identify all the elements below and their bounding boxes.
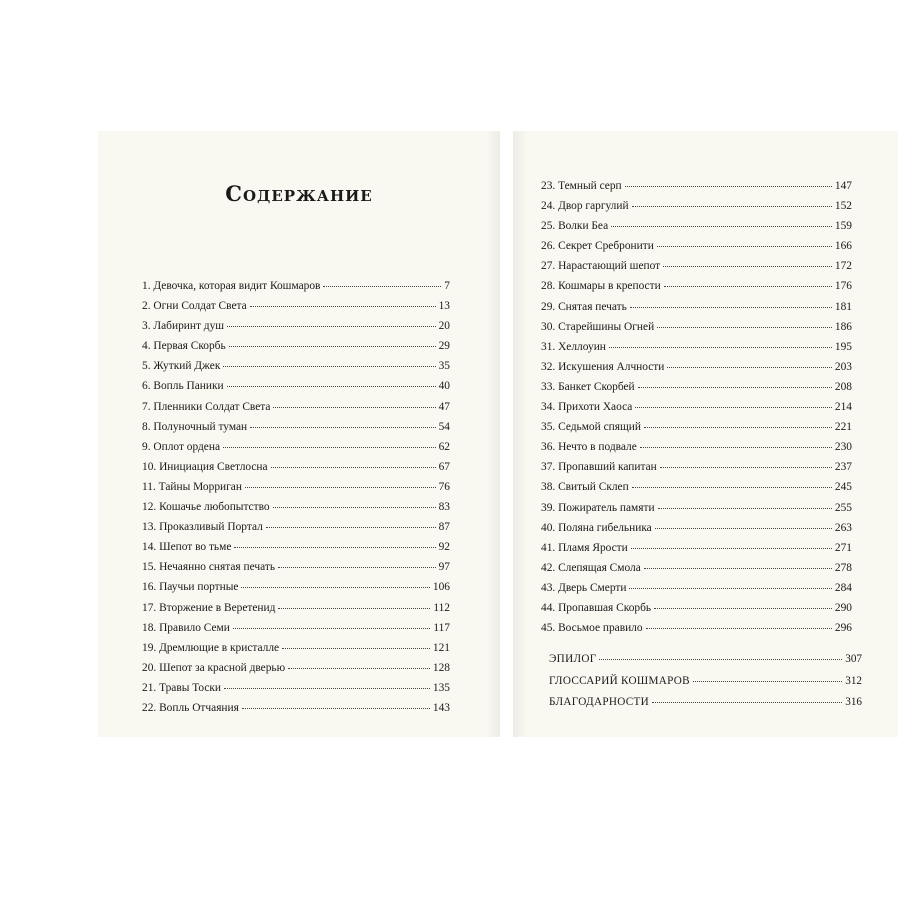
chapter-title: 32. Искушения Алчности <box>541 360 665 373</box>
dot-leader <box>663 266 832 267</box>
page-number: 20 <box>438 320 450 333</box>
dot-leader <box>652 702 842 703</box>
chapter-title: 24. Двор гаргулий <box>541 200 629 213</box>
chapter-title: 14. Шепот во тьме <box>142 541 232 554</box>
page-number: 67 <box>438 460 450 473</box>
page-number: 203 <box>834 360 852 373</box>
dot-leader <box>644 427 832 428</box>
chapter-title: 41. Пламя Ярости <box>541 541 628 554</box>
toc-entry <box>541 196 852 216</box>
toc-entry <box>142 336 450 356</box>
page-number: 307 <box>845 653 862 665</box>
page-number: 284 <box>834 581 852 594</box>
chapter-title: 13. Проказливый Портал <box>142 521 263 534</box>
page-number: 290 <box>834 601 852 614</box>
dot-leader <box>241 587 429 588</box>
toc-entry <box>541 176 852 196</box>
chapter-title: 35. Седьмой спящий <box>541 421 641 434</box>
dot-leader <box>657 246 832 247</box>
page-number: 13 <box>438 300 450 313</box>
chapter-title: 38. Свитый Склеп <box>541 481 629 494</box>
chapter-title: 28. Кошмары в крепости <box>541 280 661 293</box>
page-number: 92 <box>438 541 450 554</box>
chapter-title: 17. Вторжение в Веретенид <box>142 601 276 614</box>
chapter-title: 22. Вопль Отчаяния <box>142 701 239 714</box>
chapter-title: 44. Пропавшая Скорбь <box>541 601 652 614</box>
toc-title: Содержание <box>225 181 373 206</box>
page-number: 263 <box>834 521 852 534</box>
page-number: 221 <box>834 421 852 434</box>
dot-leader <box>250 427 435 428</box>
dot-leader <box>234 547 435 548</box>
toc-entry <box>541 417 852 437</box>
chapter-title: 2. Огни Солдат Света <box>142 300 247 313</box>
chapter-title: 6. Вопль Паники <box>142 380 224 393</box>
page-number: 35 <box>438 360 450 373</box>
page-number: 237 <box>834 461 852 474</box>
page-number: 230 <box>834 441 852 454</box>
toc-entry <box>142 577 450 597</box>
page-number: 255 <box>834 501 852 514</box>
toc-back-matter <box>549 649 862 714</box>
page-number: 112 <box>433 601 450 614</box>
right-page <box>513 131 898 737</box>
page-number: 135 <box>432 681 450 694</box>
page-number: 117 <box>433 621 450 634</box>
dot-leader <box>282 648 430 649</box>
chapter-title: 31. Хеллоуин <box>541 340 606 353</box>
toc-entry <box>541 618 852 638</box>
page-number: 87 <box>438 521 450 534</box>
chapter-title: 39. Пожиратель памяти <box>541 501 655 514</box>
page-number: 76 <box>438 480 450 493</box>
toc-entry <box>142 497 450 517</box>
page-number: 278 <box>834 561 852 574</box>
toc-entry <box>142 477 450 497</box>
dot-leader <box>233 628 430 629</box>
toc-entry <box>142 598 450 618</box>
page-number: 312 <box>845 674 862 687</box>
dot-leader <box>229 346 436 347</box>
dot-leader <box>693 681 842 682</box>
toc-entry <box>541 337 852 357</box>
toc-list-right <box>541 176 852 638</box>
chapter-title: 7. Пленники Солдат Света <box>142 400 271 413</box>
chapter-title: 20. Шепот за красной дверью <box>142 661 286 674</box>
toc-entry <box>142 537 450 557</box>
chapter-title: 18. Правило Семи <box>142 621 230 634</box>
chapter-title: 26. Секрет Сребронити <box>541 240 654 253</box>
chapter-title: 34. Прихоти Хаоса <box>541 401 633 414</box>
toc-entry <box>541 538 852 558</box>
dot-leader <box>223 447 436 448</box>
chapter-title: БЛАГОДАРНОСТИ <box>549 696 650 708</box>
toc-entry <box>142 376 450 396</box>
chapter-title: 12. Кошачье любопытство <box>142 501 270 514</box>
page-number: 97 <box>438 561 450 574</box>
dot-leader <box>629 588 831 589</box>
toc-entry <box>541 598 852 618</box>
dot-leader <box>658 508 832 509</box>
dot-leader <box>227 326 436 327</box>
chapter-title: 25. Волки Беа <box>541 220 609 233</box>
page-number: 208 <box>834 380 852 393</box>
dot-leader <box>657 327 832 328</box>
page-number: 54 <box>438 420 450 433</box>
page-number: 271 <box>834 541 852 554</box>
page-number: 195 <box>834 340 852 353</box>
page-number: 143 <box>432 701 450 714</box>
toc-entry <box>541 578 852 598</box>
page-number: 152 <box>834 200 852 213</box>
chapter-title: 29. Снятая печать <box>541 300 627 313</box>
chapter-title: 45. Восьмое правило <box>541 622 643 635</box>
chapter-title: 8. Полуночный туман <box>142 420 248 433</box>
dot-leader <box>609 347 832 348</box>
dot-leader <box>630 307 832 308</box>
dot-leader <box>599 659 842 660</box>
chapter-title: 5. Жуткий Джек <box>142 360 221 373</box>
dot-leader <box>288 668 430 669</box>
toc-entry <box>541 437 852 457</box>
dot-leader <box>323 286 441 287</box>
toc-entry <box>541 518 852 538</box>
left-page <box>98 131 500 737</box>
dot-leader <box>245 487 436 488</box>
chapter-title: 36. Нечто в подвале <box>541 441 637 454</box>
dot-leader <box>224 688 430 689</box>
dot-leader <box>667 367 832 368</box>
toc-entry <box>541 276 852 296</box>
toc-entry <box>142 658 450 678</box>
toc-entry <box>541 498 852 518</box>
dot-leader <box>655 528 832 529</box>
toc-entry <box>142 678 450 698</box>
page-number: 62 <box>438 440 450 453</box>
chapter-title: 10. Инициация Светлосна <box>142 460 268 473</box>
dot-leader <box>611 226 832 227</box>
dot-leader <box>625 186 832 187</box>
toc-entry <box>142 517 450 537</box>
page-number: 128 <box>432 661 450 674</box>
chapter-title: 19. Дремлющие в кристалле <box>142 641 280 654</box>
chapter-title: 21. Травы Тоски <box>142 681 222 694</box>
page-number: 159 <box>834 220 852 233</box>
chapter-title: 30. Старейшины Огней <box>541 320 655 333</box>
chapter-title: 42. Слепящая Смола <box>541 561 641 574</box>
chapter-title: 9. Оплот ордена <box>142 440 221 453</box>
toc-entry <box>549 649 862 671</box>
page-number: 316 <box>845 696 862 708</box>
toc-entry <box>142 296 450 316</box>
chapter-title: 43. Дверь Смерти <box>541 581 627 594</box>
page-number: 83 <box>438 501 450 514</box>
chapter-title: ГЛОССАРИЙ КОШМАРОВ <box>549 674 690 687</box>
toc-entry <box>142 557 450 577</box>
dot-leader <box>664 286 832 287</box>
page-number: 172 <box>834 260 852 273</box>
page-number: 176 <box>834 280 852 293</box>
page-number: 147 <box>834 180 852 192</box>
page-number: 245 <box>834 481 852 494</box>
toc-entry <box>541 477 852 497</box>
dot-leader <box>278 608 430 609</box>
chapter-title: 27. Нарастающий шепот <box>541 260 661 273</box>
page-number: 106 <box>432 581 450 594</box>
page-number: 166 <box>834 240 852 253</box>
dot-leader <box>635 407 832 408</box>
toc-entry <box>142 316 450 336</box>
chapter-title: 16. Паучьи портные <box>142 581 239 594</box>
chapter-title: 37. Пропавший капитан <box>541 461 657 474</box>
page-number: 40 <box>438 380 450 393</box>
toc-entry <box>541 558 852 578</box>
toc-entry <box>142 356 450 376</box>
toc-entry <box>541 317 852 337</box>
dot-leader <box>227 386 436 387</box>
toc-entry <box>142 437 450 457</box>
page-number: 7 <box>444 280 450 292</box>
dot-leader <box>631 548 832 549</box>
dot-leader <box>278 567 436 568</box>
page-number: 29 <box>438 340 450 353</box>
toc-entry <box>541 397 852 417</box>
page-number: 214 <box>834 401 852 414</box>
chapter-title: 3. Лабиринт душ <box>142 320 225 333</box>
chapter-title: 1. Девочка, которая видит Кошмаров <box>142 280 321 292</box>
dot-leader <box>646 628 832 629</box>
dot-leader <box>632 487 832 488</box>
chapter-title: 11. Тайны Морриган <box>142 480 242 493</box>
page-number: 121 <box>432 641 450 654</box>
dot-leader <box>654 608 832 609</box>
dot-leader <box>640 447 832 448</box>
dot-leader <box>273 507 436 508</box>
dot-leader <box>632 206 832 207</box>
chapter-title: 40. Поляна гибельника <box>541 521 652 534</box>
dot-leader <box>660 467 832 468</box>
toc-entry <box>142 618 450 638</box>
dot-leader <box>273 407 435 408</box>
toc-entry <box>541 357 852 377</box>
toc-entry <box>541 256 852 276</box>
toc-entry <box>541 236 852 256</box>
dot-leader <box>271 467 436 468</box>
page-number: 47 <box>438 400 450 413</box>
toc-entry <box>142 638 450 658</box>
dot-leader <box>242 708 430 709</box>
toc-entry <box>142 457 450 477</box>
dot-leader <box>250 306 436 307</box>
page-number: 181 <box>834 300 852 313</box>
chapter-title: 23. Темный серп <box>541 180 622 192</box>
chapter-title: ЭПИЛОГ <box>549 653 597 665</box>
dot-leader <box>266 527 436 528</box>
dot-leader <box>638 387 832 388</box>
toc-entry <box>142 417 450 437</box>
toc-entry <box>541 297 852 317</box>
chapter-title: 33. Банкет Скорбей <box>541 380 635 393</box>
toc-entry <box>541 216 852 236</box>
chapter-title: 4. Первая Скорбь <box>142 340 226 353</box>
toc-list-left <box>142 276 450 718</box>
chapter-title: 15. Нечаянно снятая печать <box>142 561 276 574</box>
dot-leader <box>644 568 832 569</box>
toc-entry <box>549 692 862 714</box>
toc-entry <box>142 698 450 718</box>
toc-entry <box>142 397 450 417</box>
page-number: 186 <box>834 320 852 333</box>
toc-entry <box>541 377 852 397</box>
dot-leader <box>223 366 435 367</box>
toc-entry <box>549 671 862 693</box>
toc-entry <box>541 457 852 477</box>
page-number: 296 <box>834 622 852 635</box>
toc-entry <box>142 276 450 296</box>
